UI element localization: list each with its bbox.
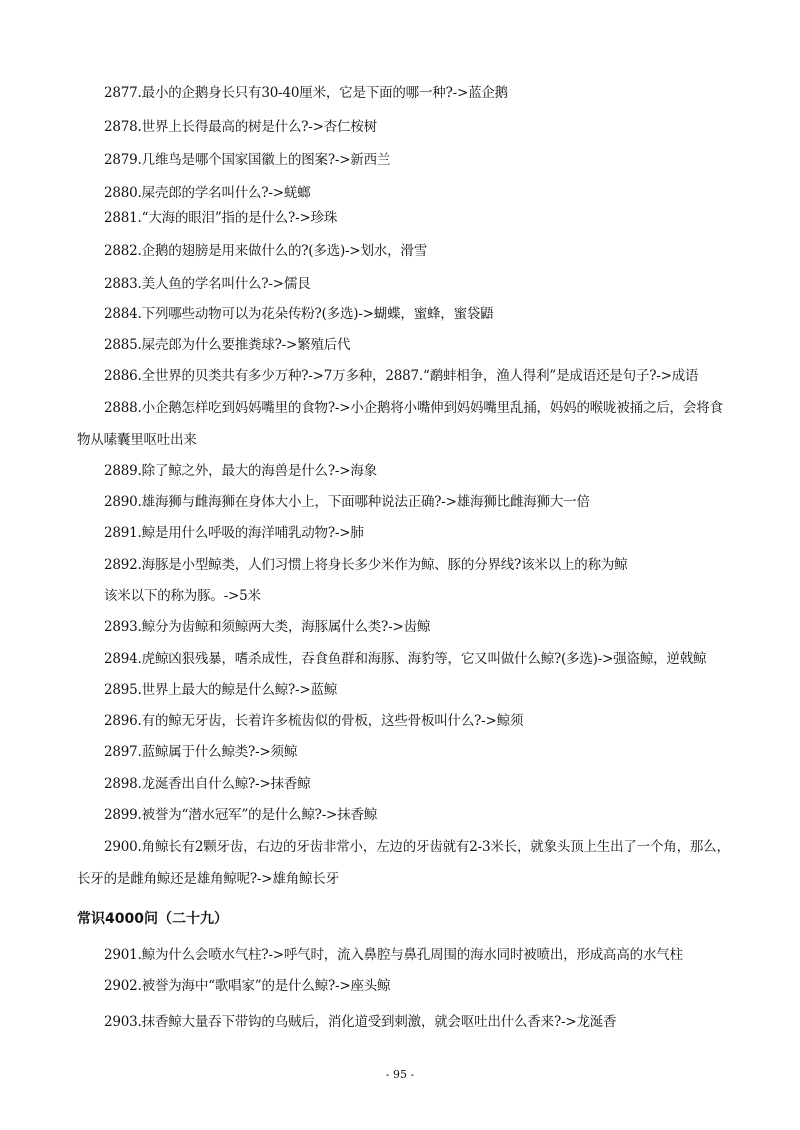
qa-line-2881: 2881.“大海的眼泪”指的是什么?->珍珠 [104,210,338,226]
qa-line-2899: 2899.被誉为“潜水冠军”的是什么鲸?->抹香鲸 [104,807,378,823]
qa-line-2884: 2884.下列哪些动物可以为花朵传粉?(多选)->蝴蝶，蜜蜂，蜜袋鼯 [104,306,494,322]
qa-line-2892-cont: 该米以下的称为豚。->5米 [104,588,261,604]
qa-line-2877: 2877.最小的企鹅身长只有30-40厘米，它是下面的哪一种?->蓝企鹅 [104,85,508,101]
qa-line-2897: 2897.蓝鲸属于什么鲸类?->须鲸 [104,744,298,760]
qa-line-2891: 2891.鲸是用什么呼吸的海洋哺乳动物?->肺 [104,525,364,541]
qa-line-2888: 2888.小企鹅怎样吃到妈妈嘴里的食物?->小企鹅将小嘴伸到妈妈嘴里乱捅，妈妈的喉咙被捅之后，会将食 [104,400,723,416]
qa-line-2895: 2895.世界上最大的鲸是什么鲸?->蓝鲸 [104,682,338,698]
page-number: - 95 - [385,1068,415,1081]
qa-line-2879: 2879.几维鸟是哪个国家国徽上的图案?->新西兰 [104,152,391,168]
qa-line-2896: 2896.有的鲸无牙齿，长着许多梳齿似的骨板，这些骨板叫什么?->鲸须 [104,713,524,729]
qa-line-2882: 2882.企鹅的翅膀是用来做什么的?(多选)->划水，滑雪 [104,243,427,259]
qa-line-2903: 2903.抹香鲸大量吞下带钩的乌贼后，消化道受到刺激，就会呕吐出什么香来?->龙涎香 [104,1014,617,1030]
qa-line-2902: 2902.被誉为海中“歌唱家”的是什么鲸?->座头鲸 [104,978,391,994]
qa-line-2894: 2894.虎鲸凶狠残暴，嗜杀成性，吞食鱼群和海豚、海豹等，它又叫做什么鲸?(多选)->强盗鲸，逆戟鲸 [104,651,707,667]
qa-line-2888-cont: 物从嗉囊里呕吐出来 [77,432,197,448]
qa-line-2901: 2901.鲸为什么会喷水气柱?->呼气时，流入鼻腔与鼻孔周围的海水同时被喷出，形成高高的水气柱 [104,947,683,963]
qa-line-2878: 2878.世界上长得最高的树是什么?->杏仁桉树 [104,119,377,135]
qa-line-2880: 2880.屎壳郎的学名叫什么?->蜣螂 [104,185,311,201]
qa-line-2890: 2890.雄海狮与雌海狮在身体大小上，下面哪种说法正确?->雄海狮比雌海狮大一倍 [104,494,590,510]
qa-line-2892: 2892.海豚是小型鲸类，人们习惯上将身长多少米作为鲸、豚的分界线?该米以上的称为鲸 [104,557,628,573]
qa-line-2900: 2900.角鲸长有2颗牙齿，右边的牙齿非常小，左边的牙齿就有2-3米长，就象头顶上生出了一个角，那么， [104,839,730,855]
qa-line-2886-2887: 2886.全世界的贝类共有多少万种?->7万多种，2887.“鹬蚌相争，渔人得利”是成语还是句子?->成语 [104,368,699,384]
qa-line-2889: 2889.除了鲸之外，最大的海兽是什么?->海象 [104,463,377,479]
qa-line-2885: 2885.屎壳郎为什么要推粪球?->繁殖后代 [104,337,351,353]
section-heading: 常识4000问（二十九） [77,911,228,927]
qa-line-2900-cont: 长牙的是雌角鲸还是雄角鲸呢?->雄角鲸长牙 [77,871,339,887]
qa-line-2893: 2893.鲸分为齿鲸和须鲸两大类，海豚属什么类?->齿鲸 [104,619,431,635]
qa-line-2883: 2883.美人鱼的学名叫什么?->儒艮 [104,276,311,292]
qa-line-2898: 2898.龙涎香出自什么鲸?->抹香鲸 [104,776,311,792]
